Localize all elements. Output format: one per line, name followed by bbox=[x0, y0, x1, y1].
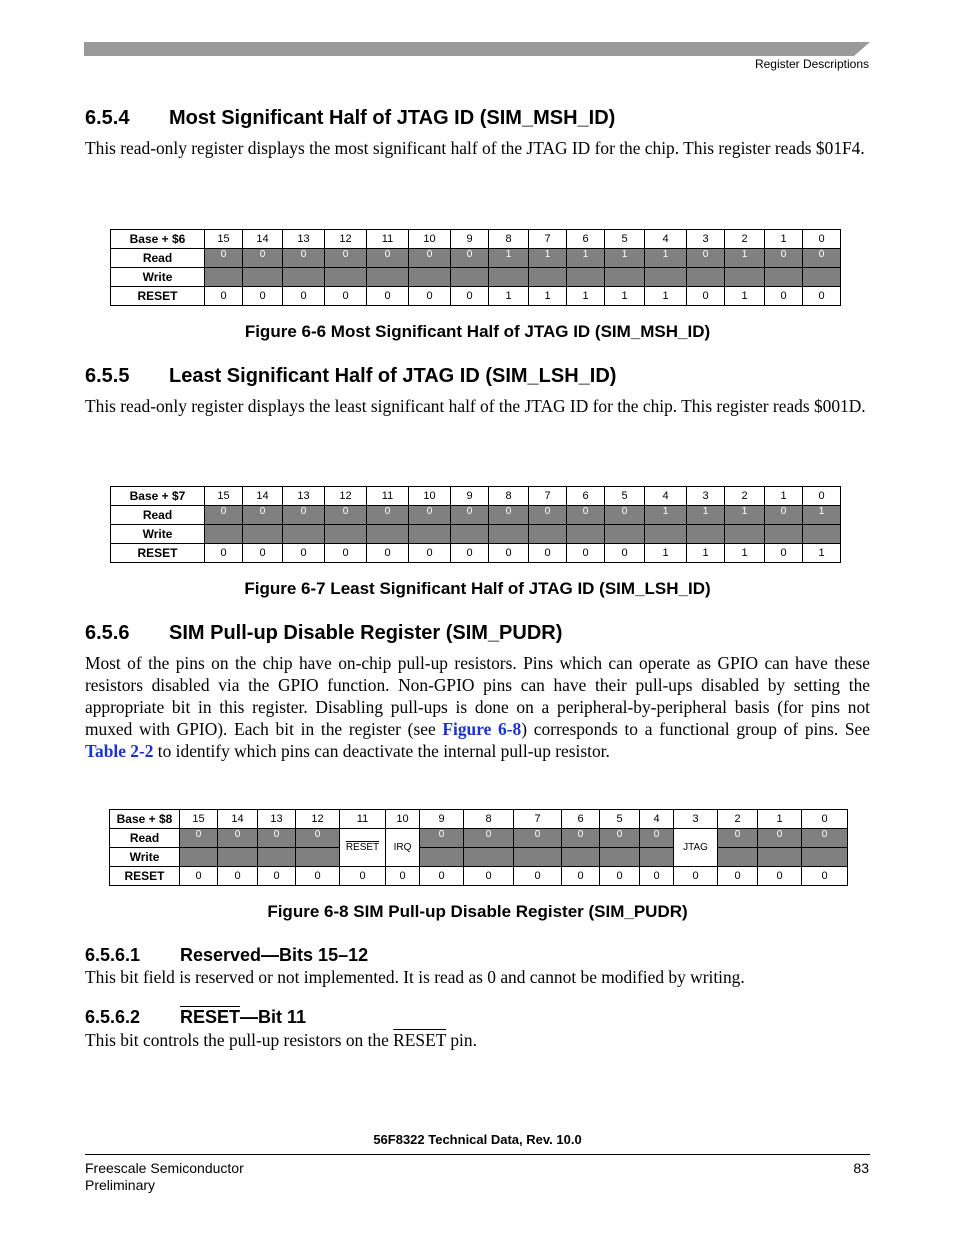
header-bar bbox=[84, 42, 870, 56]
reset-bit-value: 0 bbox=[640, 867, 674, 886]
base-address-label: Base + $8 bbox=[110, 810, 180, 829]
write-bit-cell bbox=[258, 848, 296, 867]
read-bit-value: 1 bbox=[489, 249, 529, 268]
write-bit-cell bbox=[325, 268, 367, 287]
read-bit-value: 0 bbox=[605, 506, 645, 525]
reset-bit-value: 0 bbox=[802, 867, 848, 886]
read-bit-value: 0 bbox=[567, 506, 605, 525]
read-bit-value: 1 bbox=[687, 506, 725, 525]
reset-bit-value: 0 bbox=[258, 867, 296, 886]
section-number: 6.5.6.1 bbox=[85, 945, 141, 965]
bit-number: 14 bbox=[243, 487, 283, 506]
read-bit-value: 0 bbox=[296, 829, 340, 848]
read-bit-value: 0 bbox=[283, 249, 325, 268]
write-bit-cell bbox=[451, 268, 489, 287]
reset-bit-value: 0 bbox=[283, 544, 325, 563]
read-bit-value: 0 bbox=[718, 829, 758, 848]
bit-number: 12 bbox=[325, 487, 367, 506]
write-bit-cell bbox=[205, 268, 243, 287]
bit-field-name: IRQ bbox=[386, 829, 420, 867]
reset-bit-value: 0 bbox=[514, 867, 562, 886]
write-bit-cell bbox=[451, 525, 489, 544]
read-bit-value: 0 bbox=[283, 506, 325, 525]
read-bit-value: 0 bbox=[562, 829, 600, 848]
bit-number: 1 bbox=[765, 230, 803, 249]
bit-number: 0 bbox=[802, 810, 848, 829]
bit-number: 8 bbox=[489, 487, 529, 506]
reset-bit-value: 0 bbox=[600, 867, 640, 886]
write-bit-cell bbox=[725, 268, 765, 287]
read-bit-value: 0 bbox=[758, 829, 802, 848]
figure-6-8-link[interactable]: Figure 6-8 bbox=[442, 719, 522, 739]
read-bit-value: 0 bbox=[367, 249, 409, 268]
reset-bit-value: 1 bbox=[605, 287, 645, 306]
bit-number: 2 bbox=[718, 810, 758, 829]
section-heading-6-5-6-2 bbox=[85, 1007, 306, 1028]
section-heading-6-5-6 bbox=[85, 622, 562, 645]
read-row-label: Read bbox=[110, 829, 180, 848]
write-bit-cell bbox=[296, 848, 340, 867]
read-row-label: Read bbox=[111, 249, 205, 268]
reset-bit-value: 0 bbox=[409, 544, 451, 563]
write-bit-cell bbox=[367, 525, 409, 544]
section-body-6-5-6-1: This bit field is reserved or not implemented. It is read as 0 and cannot be modified by writing. bbox=[85, 967, 745, 987]
write-bit-cell bbox=[367, 268, 409, 287]
bit-number: 6 bbox=[567, 230, 605, 249]
write-bit-cell bbox=[420, 848, 464, 867]
section-title: SIM Pull-up Disable Register (SIM_PUDR) bbox=[169, 622, 563, 644]
write-bit-cell bbox=[180, 848, 218, 867]
reset-bit-value: 0 bbox=[451, 544, 489, 563]
bit-number: 4 bbox=[645, 487, 687, 506]
write-row-label: Write bbox=[111, 525, 205, 544]
read-bit-value: 0 bbox=[640, 829, 674, 848]
section-title: Reserved—Bits 15–12 bbox=[180, 945, 369, 965]
body-text: Most of the pins on the chip have on-chip pull-up resistors. Pins which can operate as GPIO can have these resistors disabled via the GPIO function. Non-GPIO pins can have their pull-ups disabled by setting the appropriate bit in this register. Disabling pull-ups is done on a peripheral-by-peripheral basis (for pins not muxed with GPIO). Each bit in the register (see bbox=[85, 653, 870, 739]
read-bit-value: 0 bbox=[205, 506, 243, 525]
table-2-2-link[interactable]: Table 2-2 bbox=[85, 741, 154, 761]
body-text: to identify which pins can deactivate the internal pull-up resistor. bbox=[153, 741, 610, 761]
running-header: Register Descriptions bbox=[754, 57, 869, 71]
write-bit-cell bbox=[687, 268, 725, 287]
write-row bbox=[110, 848, 848, 867]
bit-number: 10 bbox=[409, 487, 451, 506]
bit-number: 9 bbox=[451, 230, 489, 249]
write-bit-cell bbox=[567, 525, 605, 544]
reset-bit-value: 0 bbox=[325, 544, 367, 563]
read-bit-value: 0 bbox=[258, 829, 296, 848]
read-bit-value: 0 bbox=[180, 829, 218, 848]
bit-number: 11 bbox=[340, 810, 386, 829]
reset-bit-value: 0 bbox=[386, 867, 420, 886]
reset-bit-value: 1 bbox=[687, 544, 725, 563]
write-bit-cell bbox=[600, 848, 640, 867]
register-table-sim-pudr bbox=[109, 809, 848, 886]
bit-number: 5 bbox=[605, 487, 645, 506]
section-title: Most Significant Half of JTAG ID (SIM_MSH_ID) bbox=[169, 107, 616, 129]
reset-bit-value: 0 bbox=[283, 287, 325, 306]
write-bit-cell bbox=[718, 848, 758, 867]
bit-number: 15 bbox=[205, 230, 243, 249]
reset-bit-value: 1 bbox=[725, 544, 765, 563]
bit-number: 8 bbox=[464, 810, 514, 829]
read-bit-value: 0 bbox=[765, 249, 803, 268]
bit-number: 0 bbox=[803, 230, 841, 249]
bit-number: 11 bbox=[367, 487, 409, 506]
read-bit-value: 0 bbox=[451, 249, 489, 268]
read-bit-value: 0 bbox=[802, 829, 848, 848]
reset-bit-value: 0 bbox=[567, 544, 605, 563]
write-bit-cell bbox=[562, 848, 600, 867]
read-row bbox=[111, 249, 841, 268]
read-bit-value: 1 bbox=[529, 249, 567, 268]
bit-number: 3 bbox=[687, 487, 725, 506]
bit-number: 7 bbox=[514, 810, 562, 829]
footer-status: Preliminary bbox=[85, 1177, 156, 1193]
bit-number: 14 bbox=[243, 230, 283, 249]
read-bit-value: 0 bbox=[529, 506, 567, 525]
bit-number: 11 bbox=[367, 230, 409, 249]
read-bit-value: 1 bbox=[803, 506, 841, 525]
bit-number: 6 bbox=[567, 487, 605, 506]
bit-number: 0 bbox=[803, 487, 841, 506]
base-address-label: Base + $6 bbox=[111, 230, 205, 249]
write-bit-cell bbox=[567, 268, 605, 287]
bit-number: 5 bbox=[605, 230, 645, 249]
reset-bit-value: 0 bbox=[674, 867, 718, 886]
bit-number: 10 bbox=[409, 230, 451, 249]
write-bit-cell bbox=[725, 525, 765, 544]
footer-left bbox=[85, 1160, 244, 1194]
reset-bit-value: 0 bbox=[718, 867, 758, 886]
reset-row bbox=[110, 867, 848, 886]
bit-number: 14 bbox=[218, 810, 258, 829]
bit-number: 9 bbox=[451, 487, 489, 506]
write-bit-cell bbox=[640, 848, 674, 867]
reset-bit-value: 0 bbox=[205, 287, 243, 306]
read-bit-value: 0 bbox=[489, 506, 529, 525]
bit-number: 3 bbox=[674, 810, 718, 829]
write-bit-cell bbox=[489, 525, 529, 544]
section-number: 6.5.6.2 bbox=[85, 1007, 141, 1027]
register-table-sim-lsh-id bbox=[110, 486, 841, 563]
bit-number: 8 bbox=[489, 230, 529, 249]
read-bit-value: 0 bbox=[765, 506, 803, 525]
read-bit-value: 0 bbox=[325, 249, 367, 268]
bit-number: 12 bbox=[296, 810, 340, 829]
reset-bit-value: 0 bbox=[325, 287, 367, 306]
section-body-6-5-5: This read-only register displays the least significant half of the JTAG ID for the chip. This register reads $001D. bbox=[85, 396, 866, 416]
bit-number: 13 bbox=[283, 230, 325, 249]
read-bit-value: 1 bbox=[645, 506, 687, 525]
reset-overline-title: RESET bbox=[180, 1007, 241, 1027]
reset-bit-value: 0 bbox=[367, 544, 409, 563]
figure-caption-6-8: Figure 6-8 SIM Pull-up Disable Register (SIM_PUDR) bbox=[267, 902, 688, 921]
bit-number: 1 bbox=[765, 487, 803, 506]
reset-bit-value: 0 bbox=[464, 867, 514, 886]
write-row bbox=[111, 525, 841, 544]
reset-bit-value: 0 bbox=[529, 544, 567, 563]
reset-bit-value: 1 bbox=[725, 287, 765, 306]
reset-bit-value: 0 bbox=[409, 287, 451, 306]
page-number: 83 bbox=[853, 1160, 869, 1176]
figure-caption-6-7: Figure 6-7 Least Significant Half of JTAG ID (SIM_LSH_ID) bbox=[244, 579, 711, 598]
body-text: pin. bbox=[446, 1030, 477, 1050]
write-bit-cell bbox=[325, 525, 367, 544]
read-row-label: Read bbox=[111, 506, 205, 525]
read-bit-value: 0 bbox=[803, 249, 841, 268]
footer-doc-title: 56F8322 Technical Data, Rev. 10.0 bbox=[373, 1132, 582, 1147]
bit-number-row bbox=[111, 230, 841, 249]
read-bit-value: 0 bbox=[409, 249, 451, 268]
write-bit-cell bbox=[514, 848, 562, 867]
section-heading-6-5-4 bbox=[85, 107, 615, 130]
write-bit-cell bbox=[409, 268, 451, 287]
reset-bit-value: 1 bbox=[645, 287, 687, 306]
bit-number: 9 bbox=[420, 810, 464, 829]
write-bit-cell bbox=[687, 525, 725, 544]
footer-company: Freescale Semiconductor bbox=[85, 1160, 244, 1176]
write-row bbox=[111, 268, 841, 287]
read-bit-value: 1 bbox=[725, 249, 765, 268]
reset-bit-value: 0 bbox=[758, 867, 802, 886]
reset-bit-value: 0 bbox=[205, 544, 243, 563]
reset-bit-value: 0 bbox=[803, 287, 841, 306]
reset-bit-value: 0 bbox=[243, 287, 283, 306]
bit-field-name: RESET bbox=[340, 829, 386, 867]
read-bit-value: 0 bbox=[514, 829, 562, 848]
bit-number: 12 bbox=[325, 230, 367, 249]
read-bit-value: 0 bbox=[243, 506, 283, 525]
figure-caption-6-6: Figure 6-6 Most Significant Half of JTAG ID (SIM_MSH_ID) bbox=[244, 322, 711, 341]
write-row-label: Write bbox=[111, 268, 205, 287]
reset-bit-value: 0 bbox=[218, 867, 258, 886]
bit-field-name: JTAG bbox=[674, 829, 718, 867]
write-bit-cell bbox=[218, 848, 258, 867]
reset-bit-value: 0 bbox=[765, 544, 803, 563]
read-bit-value: 0 bbox=[409, 506, 451, 525]
bit-number: 5 bbox=[600, 810, 640, 829]
bit-number: 7 bbox=[529, 487, 567, 506]
reset-row-label: RESET bbox=[110, 867, 180, 886]
bit-number: 2 bbox=[725, 230, 765, 249]
read-bit-value: 0 bbox=[218, 829, 258, 848]
section-title: Least Significant Half of JTAG ID (SIM_LSH_ID) bbox=[169, 365, 617, 387]
write-bit-cell bbox=[489, 268, 529, 287]
read-bit-value: 1 bbox=[725, 506, 765, 525]
read-bit-value: 1 bbox=[567, 249, 605, 268]
body-text: ) corresponds to a functional group of pins. See bbox=[521, 719, 870, 739]
write-bit-cell bbox=[529, 268, 567, 287]
reset-row bbox=[111, 287, 841, 306]
bit-number: 15 bbox=[205, 487, 243, 506]
write-bit-cell bbox=[803, 268, 841, 287]
bit-number: 4 bbox=[640, 810, 674, 829]
read-bit-value: 0 bbox=[600, 829, 640, 848]
reset-bit-value: 0 bbox=[367, 287, 409, 306]
write-row-label: Write bbox=[110, 848, 180, 867]
register-table-sim-msh-id bbox=[110, 229, 841, 306]
read-row bbox=[111, 506, 841, 525]
write-bit-cell bbox=[283, 268, 325, 287]
reset-row bbox=[111, 544, 841, 563]
section-number: 6.5.5 bbox=[85, 365, 130, 387]
read-bit-value: 0 bbox=[205, 249, 243, 268]
write-bit-cell bbox=[205, 525, 243, 544]
reset-bit-value: 0 bbox=[180, 867, 218, 886]
write-bit-cell bbox=[243, 525, 283, 544]
reset-bit-value: 1 bbox=[489, 287, 529, 306]
reset-bit-value: 0 bbox=[243, 544, 283, 563]
base-address-label: Base + $7 bbox=[111, 487, 205, 506]
write-bit-cell bbox=[803, 525, 841, 544]
section-title: —Bit 11 bbox=[240, 1007, 307, 1027]
reset-bit-value: 0 bbox=[451, 287, 489, 306]
read-row bbox=[110, 829, 848, 848]
section-body-6-5-6 bbox=[85, 652, 870, 762]
write-bit-cell bbox=[758, 848, 802, 867]
reset-bit-value: 0 bbox=[340, 867, 386, 886]
reset-bit-value: 0 bbox=[420, 867, 464, 886]
section-heading-6-5-6-1 bbox=[85, 945, 368, 966]
read-bit-value: 0 bbox=[325, 506, 367, 525]
reset-bit-value: 0 bbox=[765, 287, 803, 306]
bit-number: 13 bbox=[258, 810, 296, 829]
bit-number-row bbox=[111, 487, 841, 506]
write-bit-cell bbox=[529, 525, 567, 544]
section-body-6-5-6-2 bbox=[85, 1029, 870, 1051]
bit-number: 7 bbox=[529, 230, 567, 249]
write-bit-cell bbox=[645, 525, 687, 544]
write-bit-cell bbox=[464, 848, 514, 867]
write-bit-cell bbox=[243, 268, 283, 287]
write-bit-cell bbox=[765, 268, 803, 287]
footer-divider bbox=[85, 1154, 870, 1155]
section-number: 6.5.6 bbox=[85, 622, 130, 644]
section-heading-6-5-5 bbox=[85, 365, 616, 388]
reset-bit-value: 0 bbox=[562, 867, 600, 886]
write-bit-cell bbox=[409, 525, 451, 544]
write-bit-cell bbox=[605, 525, 645, 544]
reset-bit-value: 0 bbox=[489, 544, 529, 563]
read-bit-value: 0 bbox=[464, 829, 514, 848]
read-bit-value: 0 bbox=[243, 249, 283, 268]
bit-number: 6 bbox=[562, 810, 600, 829]
reset-bit-value: 1 bbox=[803, 544, 841, 563]
reset-bit-value: 0 bbox=[605, 544, 645, 563]
reset-bit-value: 1 bbox=[529, 287, 567, 306]
bit-number: 2 bbox=[725, 487, 765, 506]
reset-bit-value: 1 bbox=[567, 287, 605, 306]
reset-row-label: RESET bbox=[111, 544, 205, 563]
reset-pin-name: RESET bbox=[393, 1030, 446, 1050]
reset-bit-value: 0 bbox=[687, 287, 725, 306]
read-bit-value: 0 bbox=[367, 506, 409, 525]
read-bit-value: 1 bbox=[645, 249, 687, 268]
read-bit-value: 0 bbox=[420, 829, 464, 848]
body-text: This bit controls the pull-up resistors on the bbox=[85, 1030, 394, 1050]
bit-number: 10 bbox=[386, 810, 420, 829]
bit-number: 13 bbox=[283, 487, 325, 506]
reset-row-label: RESET bbox=[111, 287, 205, 306]
bit-number: 1 bbox=[758, 810, 802, 829]
section-body-6-5-4: This read-only register displays the most significant half of the JTAG ID for the chip. This register reads $01F4. bbox=[85, 138, 865, 158]
section-number: 6.5.4 bbox=[85, 107, 130, 129]
bit-number: 15 bbox=[180, 810, 218, 829]
bit-number-row bbox=[110, 810, 848, 829]
bit-number: 3 bbox=[687, 230, 725, 249]
reset-bit-value: 1 bbox=[645, 544, 687, 563]
read-bit-value: 1 bbox=[605, 249, 645, 268]
read-bit-value: 0 bbox=[687, 249, 725, 268]
write-bit-cell bbox=[802, 848, 848, 867]
reset-bit-value: 0 bbox=[296, 867, 340, 886]
write-bit-cell bbox=[645, 268, 687, 287]
read-bit-value: 0 bbox=[451, 506, 489, 525]
write-bit-cell bbox=[283, 525, 325, 544]
write-bit-cell bbox=[765, 525, 803, 544]
bit-number: 4 bbox=[645, 230, 687, 249]
write-bit-cell bbox=[605, 268, 645, 287]
